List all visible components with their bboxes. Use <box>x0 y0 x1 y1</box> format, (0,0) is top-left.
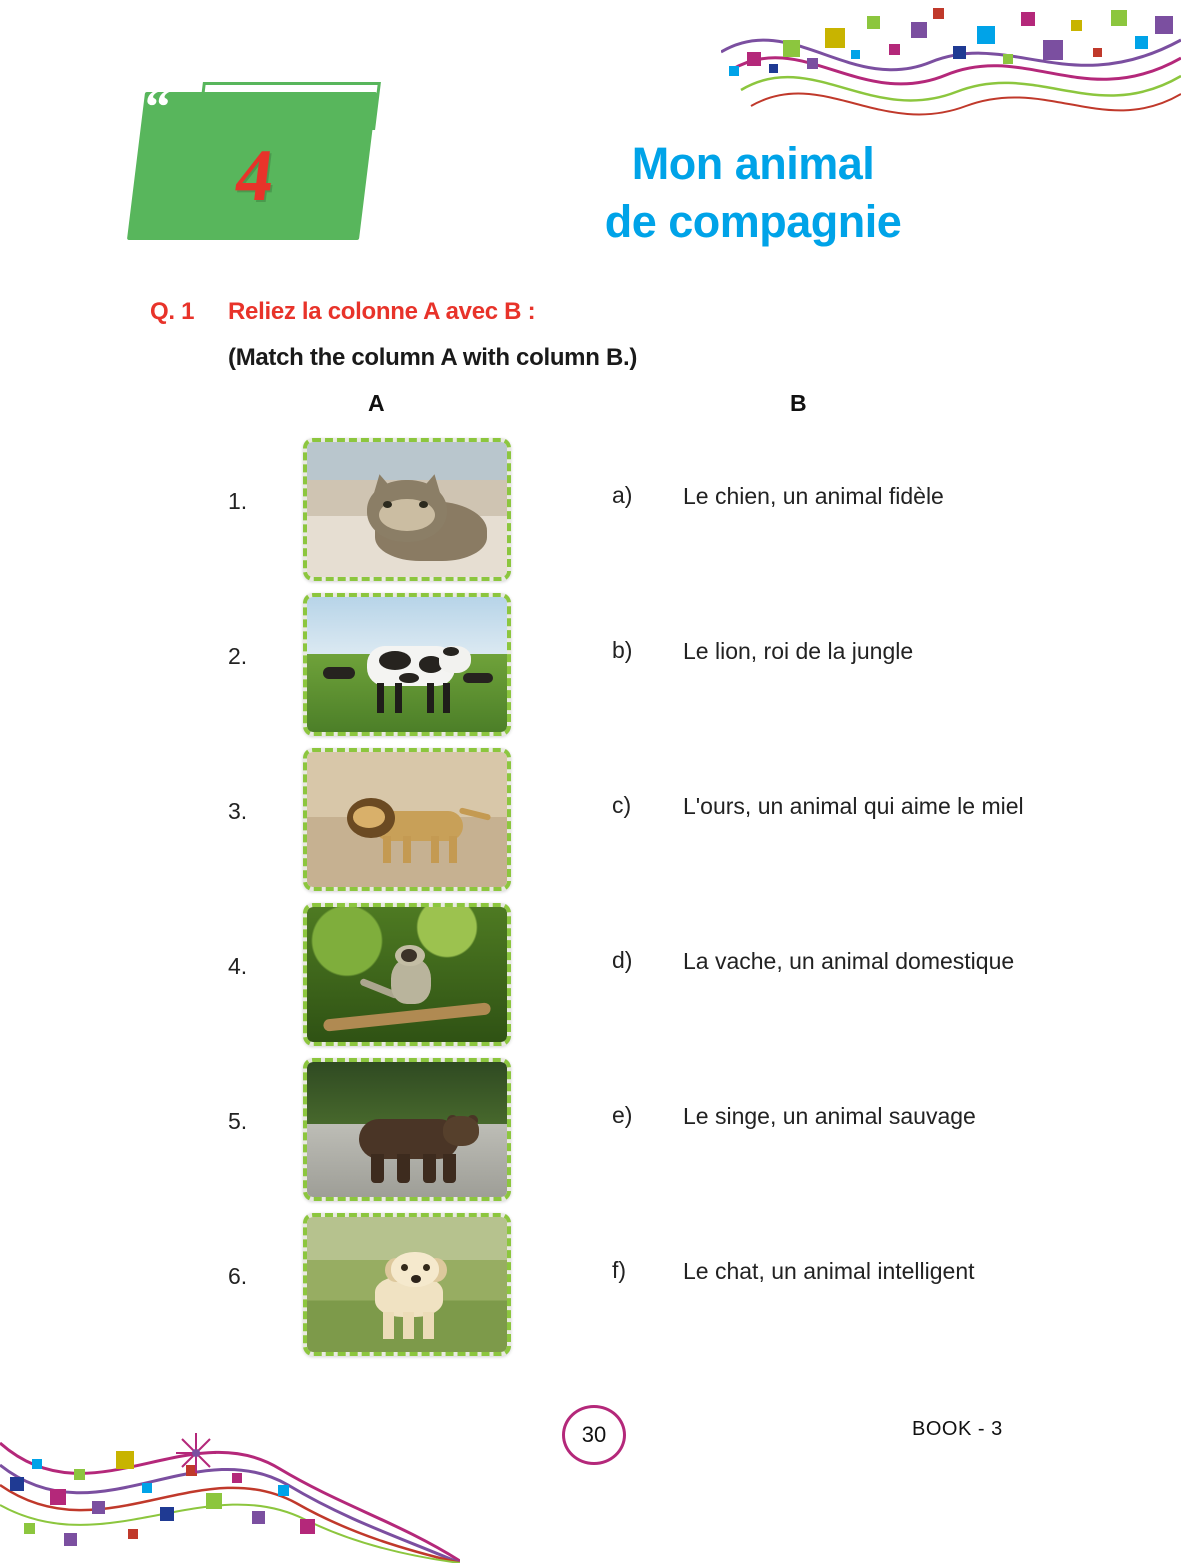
question-prompt: Reliez la colonne A avec B : <box>228 298 536 325</box>
decorative-artwork-bottom <box>0 1373 460 1563</box>
question-translation: (Match the column A with column B.) <box>228 344 638 371</box>
option-text: La vache, un animal domestique <box>683 948 1015 974</box>
page-title-line2: de compagnie <box>604 195 902 247</box>
option-text: Le lion, roi de la jungle <box>683 638 914 664</box>
option-letter: b) <box>612 637 633 663</box>
match-row <box>0 432 1181 587</box>
option-letter: d) <box>612 947 633 973</box>
match-row <box>0 587 1181 742</box>
row-number: 5. <box>228 1108 248 1134</box>
option-text: L'ours, un animal qui aime le miel <box>683 793 1024 819</box>
quote-mark-icon: “ <box>140 79 174 136</box>
matching-exercise <box>0 432 1181 1362</box>
question-heading <box>150 298 535 326</box>
option-letter: f) <box>612 1257 627 1283</box>
option-letter: c) <box>612 792 632 818</box>
row-number: 6. <box>228 1263 248 1289</box>
monkey-photo <box>303 903 511 1046</box>
decorative-artwork-top <box>721 0 1181 140</box>
cat-photo <box>303 438 511 581</box>
question-id: Q. 1 <box>150 298 195 325</box>
option-letter: a) <box>612 482 633 508</box>
lion-photo <box>303 748 511 891</box>
bear-photo <box>303 1058 511 1201</box>
page-number: 30 <box>581 1422 607 1447</box>
dog-photo <box>303 1213 511 1356</box>
cow-photo <box>303 593 511 736</box>
row-number: 4. <box>228 953 248 979</box>
option-text: Le chat, un animal intelligent <box>683 1258 975 1284</box>
match-row <box>0 742 1181 897</box>
column-b-header: B <box>790 390 807 416</box>
option-text: Le singe, un animal sauvage <box>683 1103 976 1129</box>
column-a-header: A <box>368 390 385 416</box>
option-letter: e) <box>612 1102 633 1128</box>
row-number: 1. <box>228 488 248 514</box>
match-row <box>0 897 1181 1052</box>
page-title <box>473 135 1033 250</box>
match-row <box>0 1052 1181 1207</box>
page-number-badge <box>562 1405 626 1465</box>
row-number: 3. <box>228 798 248 824</box>
book-label: BOOK - 3 <box>912 1418 1003 1440</box>
lesson-tab <box>130 79 380 247</box>
row-number: 2. <box>228 643 248 669</box>
match-row <box>0 1207 1181 1362</box>
lesson-number: 4 <box>231 135 279 217</box>
option-text: Le chien, un animal fidèle <box>683 483 944 509</box>
page-title-line1: Mon animal <box>631 138 875 189</box>
